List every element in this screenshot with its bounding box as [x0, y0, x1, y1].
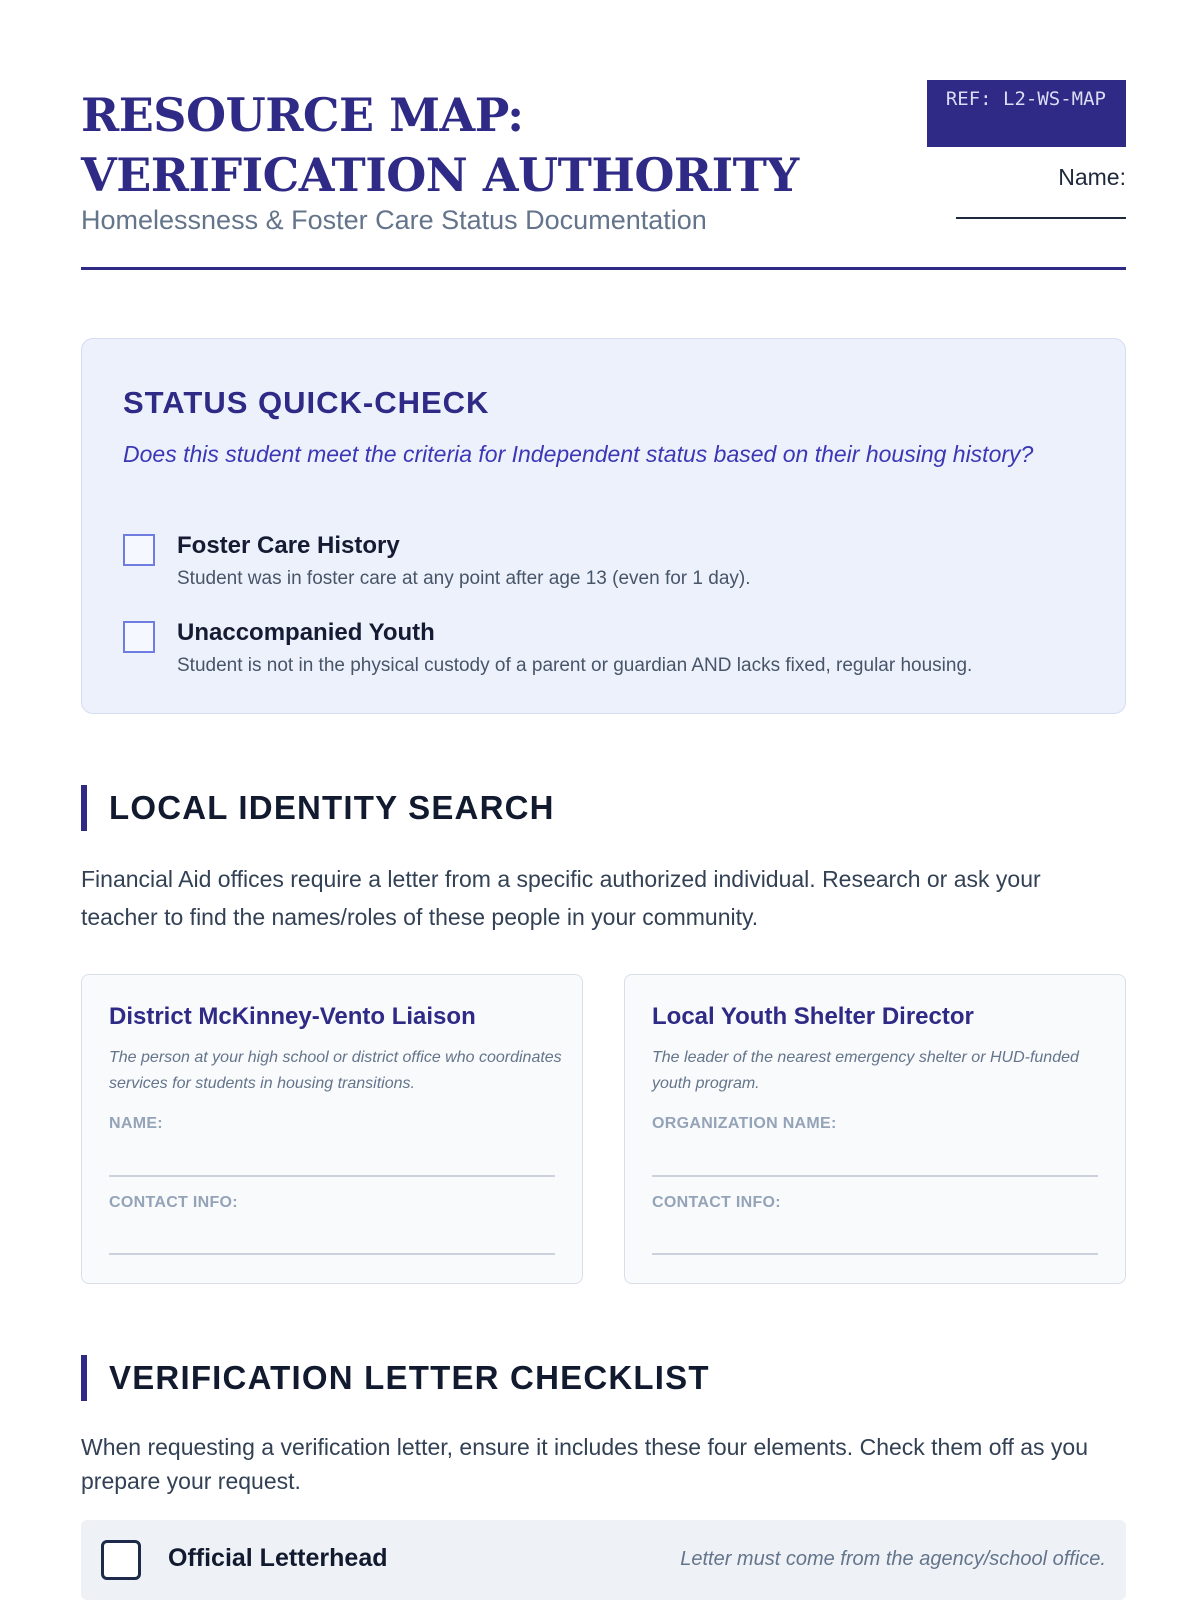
- quick-check-item-label: Foster Care History: [177, 532, 400, 559]
- official-letterhead-checkbox[interactable]: [101, 1540, 141, 1580]
- page-title: RESOURCE MAP: VERIFICATION AUTHORITY: [81, 88, 799, 202]
- card-youth-shelter-director: [624, 974, 1126, 1284]
- quick-check-question: Does this student meet the criteria for Independent status based on their housing history?: [123, 441, 1034, 467]
- contact-info-write-line[interactable]: [109, 1253, 555, 1255]
- name-write-line[interactable]: [109, 1175, 555, 1177]
- foster-care-checkbox[interactable]: [123, 534, 155, 566]
- contact-info-write-line[interactable]: [652, 1253, 1098, 1255]
- checklist-item-official-letterhead[interactable]: [81, 1520, 1126, 1600]
- card-description: The person at your high school or district office who coordinates services for students in housing transitions.: [109, 1049, 562, 1092]
- quick-check-item-label: Unaccompanied Youth: [177, 619, 435, 646]
- card-description: The leader of the nearest emergency shelter or HUD-funded youth program.: [652, 1049, 1079, 1092]
- quick-check-item-description: Student is not in the physical custody of a parent or guardian AND lacks fixed, regular housing.: [177, 655, 973, 676]
- field-label-name: NAME:: [109, 1115, 163, 1132]
- unaccompanied-youth-checkbox[interactable]: [123, 621, 155, 653]
- field-label-organization-name: ORGANIZATION NAME:: [652, 1115, 837, 1132]
- name-label: Name:: [1058, 164, 1126, 190]
- reference-badge: REF: L2-WS-MAP: [927, 80, 1126, 147]
- card-title: Local Youth Shelter Director: [652, 1003, 974, 1030]
- quick-check-item-description: Student was in foster care at any point after age 13 (even for 1 day).: [177, 568, 751, 589]
- checklist-item-label: Official Letterhead: [168, 1544, 388, 1572]
- card-mckinney-vento-liaison: [81, 974, 583, 1284]
- status-quick-check-panel: [81, 338, 1126, 714]
- name-write-line[interactable]: [956, 217, 1126, 219]
- identity-search-intro: Financial Aid offices require a letter from a specific authorized individual. Research or ask your teacher to find the names/roles of these people in your community.: [81, 866, 1041, 930]
- field-label-contact-info: CONTACT INFO:: [109, 1194, 238, 1211]
- card-title: District McKinney-Vento Liaison: [109, 1003, 476, 1030]
- page-subtitle: Homelessness & Foster Care Status Documentation: [81, 205, 707, 235]
- organization-name-write-line[interactable]: [652, 1175, 1098, 1177]
- checklist-intro: When requesting a verification letter, ensure it includes these four elements. Check them off as you prepare your request.: [81, 1434, 1089, 1494]
- checklist-item-note: Letter must come from the agency/school office.: [680, 1548, 1106, 1570]
- page-header: [81, 80, 1126, 270]
- field-label-contact-info: CONTACT INFO:: [652, 1194, 781, 1211]
- section-heading-identity-search: LOCAL IDENTITY SEARCH: [81, 785, 555, 831]
- section-heading-letter-checklist: VERIFICATION LETTER CHECKLIST: [81, 1355, 710, 1401]
- quick-check-title: STATUS QUICK-CHECK: [123, 385, 490, 420]
